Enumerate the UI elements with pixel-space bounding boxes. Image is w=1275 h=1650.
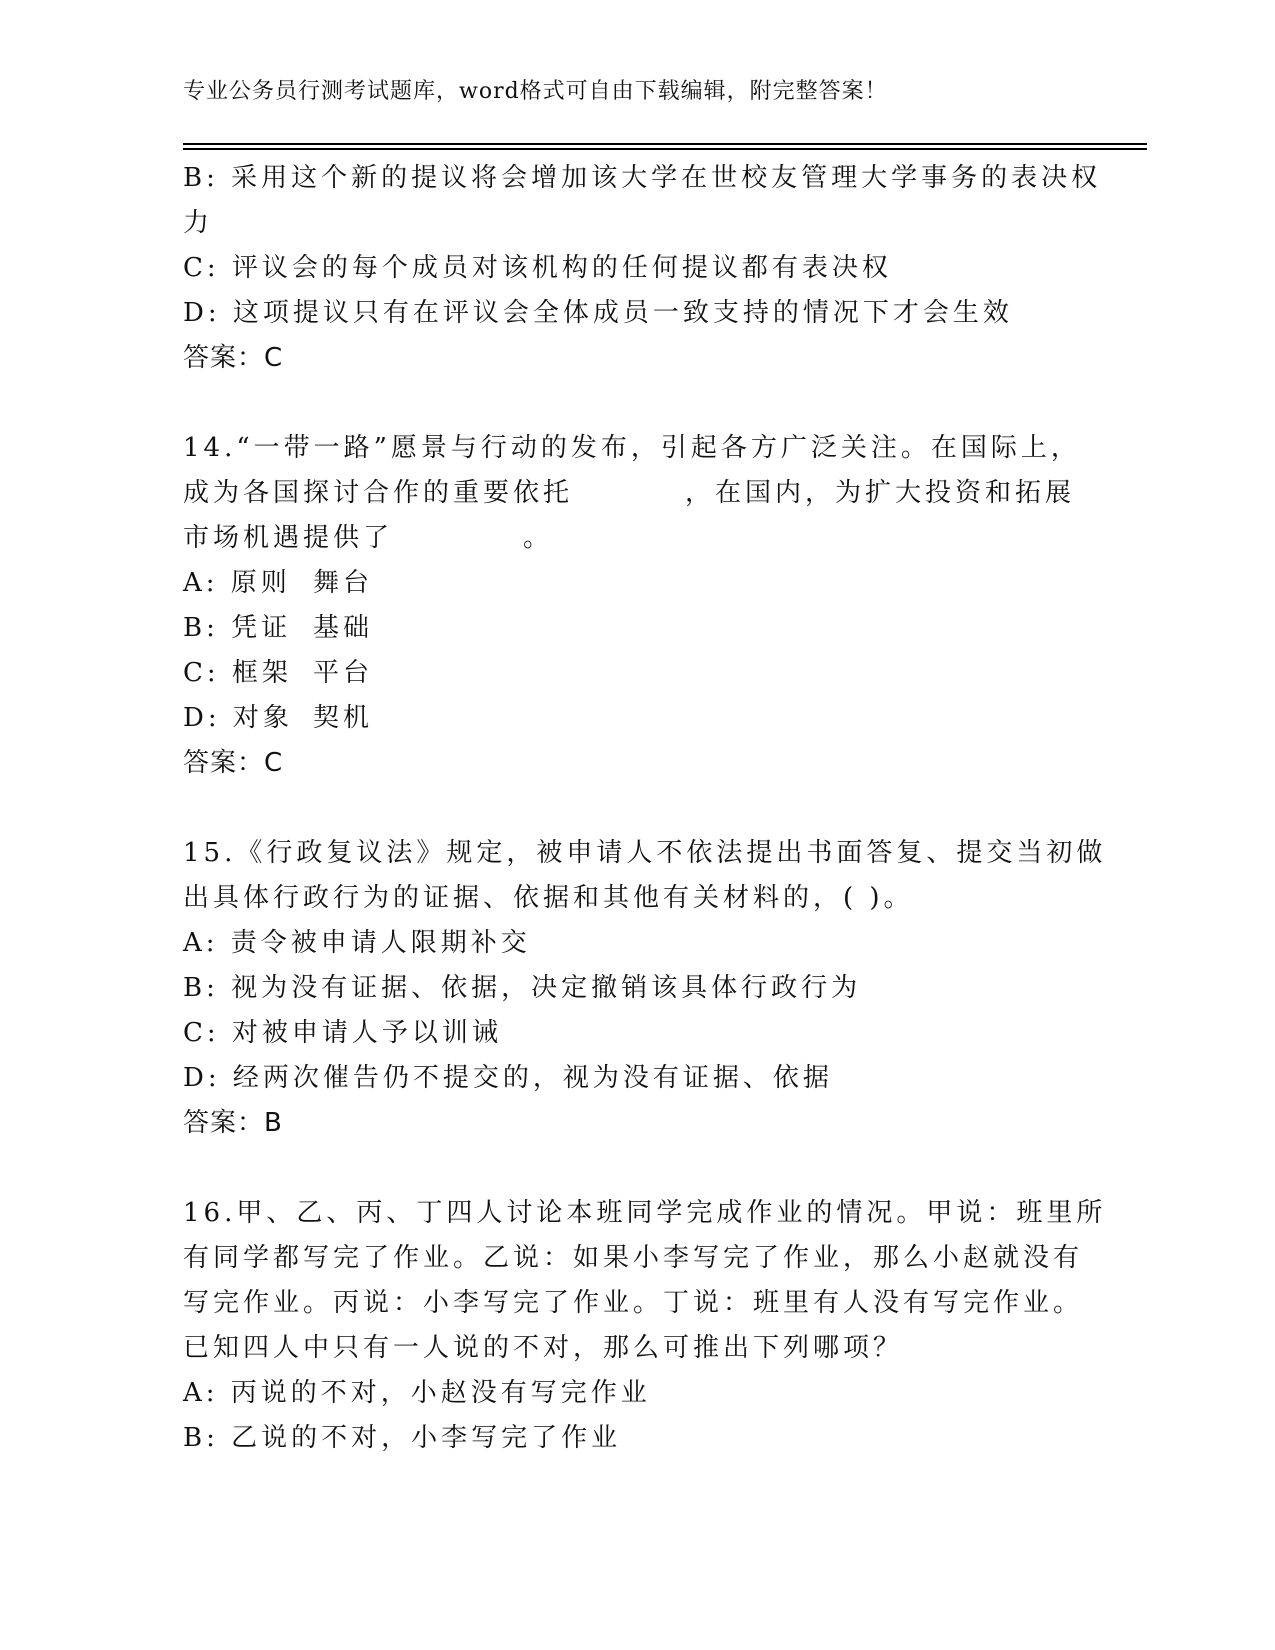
q14-stem-line1: 14.“一带一路”愿景与行动的发布，引起各方广泛关注。在国际上， (183, 433, 1081, 463)
q15-stem-line2: 出具体行政行为的证据、依据和其他有关材料的，( )。 (183, 883, 914, 913)
q14-option-a-second: 舞台 (313, 568, 374, 598)
q15-answer: 答案：B (183, 1108, 283, 1138)
q14-option-b-first: B: 凭证 (183, 613, 292, 643)
q14-stem-line2b: ，在国内，为扩大投资和拓展 (685, 478, 1076, 508)
q16-stem-line1: 16.甲、乙、丙、丁四人讨论本班同学完成作业的情况。甲说：班里所 (183, 1198, 1107, 1228)
q13-option-b-line2: 力 (183, 208, 214, 238)
q15-stem-line1: 15.《行政复议法》规定，被申请人不依法提出书面答复、提交当初做 (183, 838, 1107, 868)
q15-option-c: C: 对被申请人予以训诫 (183, 1018, 502, 1048)
q14-option-a (183, 561, 1083, 606)
header-rule-top (183, 143, 1147, 145)
q14-stem-line3 (183, 516, 1083, 561)
q14-option-c (183, 651, 1083, 696)
q14-stem-line2 (183, 471, 1083, 516)
q14-option-d (183, 696, 1083, 741)
spacer (183, 1146, 1083, 1191)
question-content (183, 156, 1107, 1461)
q13-option-b-line1: B: 采用这个新的提议将会增加该大学在世校友管理大学事务的表决权 (183, 163, 1102, 193)
q13-option-d: D: 这项提议只有在评议会全体成员一致支持的情况下才会生效 (183, 298, 1013, 328)
q14-option-c-first: C: 框架 (183, 658, 292, 688)
q14-stem-line3b: 。 (523, 523, 554, 553)
q14-stem-line3a: 市场机遇提供了 (183, 523, 394, 553)
q14-option-d-second: 契机 (313, 703, 374, 733)
q13-answer: 答案：C (183, 343, 284, 373)
q16-stem-line2: 有同学都写完了作业。乙说：如果小李写完了作业，那么小赵就没有 (183, 1243, 1084, 1273)
q16-stem-line3: 写完作业。丙说：小李写完了作业。丁说：班里有人没有写完作业。 (183, 1288, 1084, 1318)
q16-stem-line4: 已知四人中只有一人说的不对，那么可推出下列哪项？ (183, 1333, 904, 1363)
q15-option-d: D: 经两次催告仍不提交的，视为没有证据、依据 (183, 1063, 833, 1093)
q14-option-c-second: 平台 (313, 658, 374, 688)
q14-option-b (183, 606, 1083, 651)
q16-option-b: B: 乙说的不对，小李写完了作业 (183, 1423, 622, 1453)
q14-answer: 答案：C (183, 748, 284, 778)
q14-option-d-first: D: 对象 (183, 703, 293, 733)
document-header: 专业公务员行测考试题库，word格式可自由下载编辑，附完整答案！ (183, 79, 888, 104)
spacer (183, 786, 1083, 831)
q14-option-a-first: A: 原则 (183, 568, 291, 598)
q14-stem-line2a: 成为各国探讨合作的重要依托 (183, 478, 574, 508)
q15-option-b: B: 视为没有证据、依据，决定撤销该具体行政行为 (183, 973, 862, 1003)
q15-option-a: A: 责令被申请人限期补交 (183, 928, 531, 958)
q13-option-c: C: 评议会的每个成员对该机构的任何提议都有表决权 (183, 253, 892, 283)
q14-option-b-second: 基础 (313, 613, 374, 643)
q16-option-a: A: 丙说的不对，小赵没有写完作业 (183, 1378, 651, 1408)
header-rule-bottom (183, 148, 1147, 150)
spacer (183, 381, 1083, 426)
